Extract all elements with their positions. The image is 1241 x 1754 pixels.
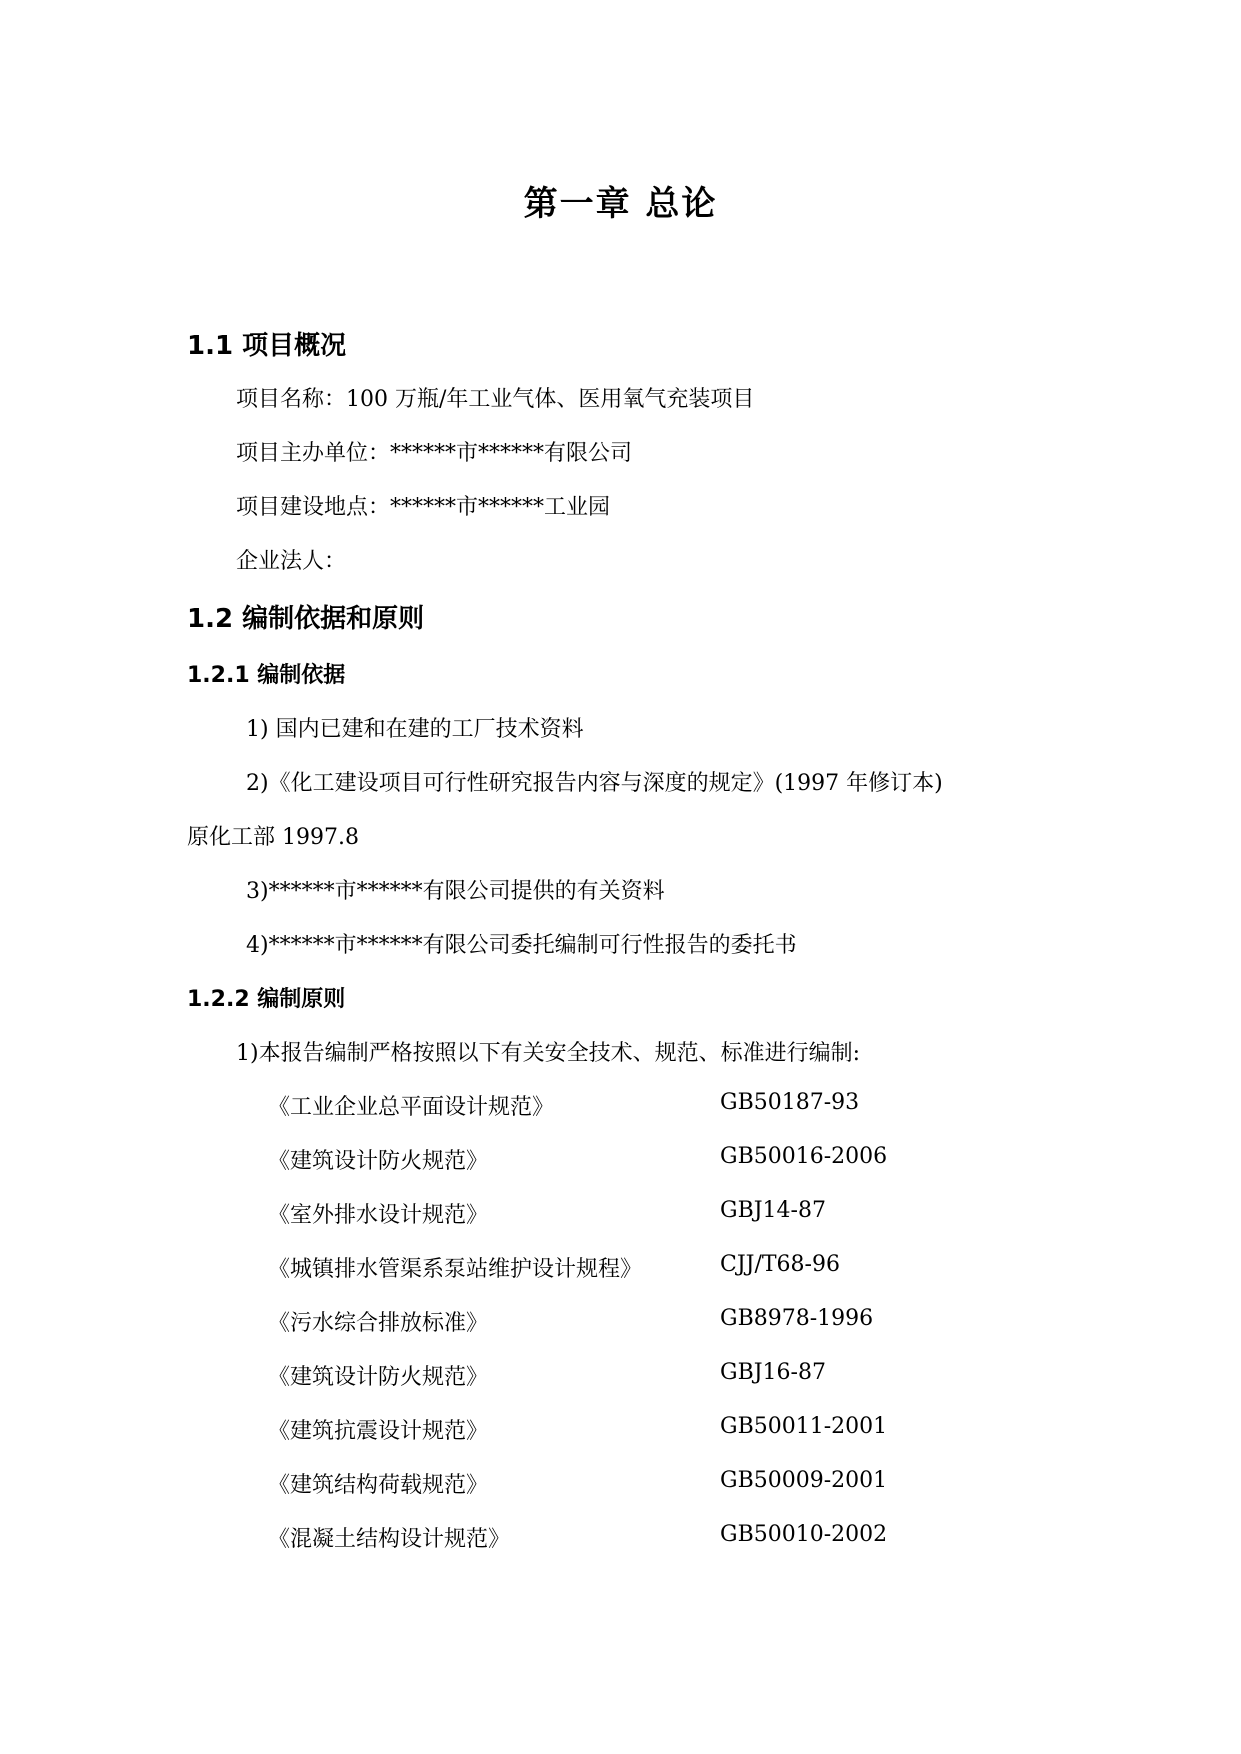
- basis-item: 1) 国内已建和在建的工厂技术资料: [246, 717, 584, 742]
- principle-intro: 1)本报告编制严格按照以下有关安全技术、规范、标准进行编制:: [236, 1041, 860, 1066]
- section-heading-1-2: 1.2 编制依据和原则: [187, 604, 425, 634]
- section-heading-1-2-1: 1.2.1 编制依据: [187, 663, 346, 688]
- standard-name: 《建筑结构荷载规范》: [268, 1473, 489, 1498]
- standard-name: 《建筑抗震设计规范》: [268, 1419, 489, 1444]
- standard-code: GBJ14-87: [720, 1198, 826, 1223]
- basis-item-continuation: 原化工部 1997.8: [187, 825, 359, 850]
- standard-code: GB50009-2001: [720, 1468, 888, 1493]
- basis-item: 4)******市******有限公司委托编制可行性报告的委托书: [246, 933, 797, 958]
- basis-item: 2)《化工建设项目可行性研究报告内容与深度的规定》(1997 年修订本): [246, 771, 943, 796]
- standard-code: CJJ/T68-96: [720, 1252, 840, 1277]
- standard-name: 《城镇排水管渠系泵站维护设计规程》: [268, 1257, 643, 1282]
- project-sponsor: 项目主办单位：******市******有限公司: [236, 441, 633, 466]
- legal-representative: 企业法人：: [236, 549, 347, 574]
- standard-code: GB50010-2002: [720, 1522, 888, 1547]
- standard-name: 《混凝土结构设计规范》: [268, 1527, 511, 1552]
- project-name: 项目名称：100 万瓶/年工业气体、医用氧气充装项目: [236, 387, 755, 412]
- chapter-title: 第一章 总论: [523, 184, 718, 224]
- standard-code: GBJ16-87: [720, 1360, 826, 1385]
- section-heading-1-2-2: 1.2.2 编制原则: [187, 987, 346, 1012]
- standard-name: 《建筑设计防火规范》: [268, 1365, 489, 1390]
- standard-name: 《工业企业总平面设计规范》: [268, 1095, 555, 1120]
- standard-name: 《建筑设计防火规范》: [268, 1149, 489, 1174]
- section-heading-1-1: 1.1 项目概况: [187, 331, 347, 361]
- standard-code: GB50016-2006: [720, 1144, 888, 1169]
- standard-code: GB50187-93: [720, 1090, 860, 1115]
- standard-code: GB50011-2001: [720, 1414, 888, 1439]
- standard-name: 《污水综合排放标准》: [268, 1311, 489, 1336]
- basis-item: 3)******市******有限公司提供的有关资料: [246, 879, 665, 904]
- project-location: 项目建设地点：******市******工业园: [236, 495, 611, 520]
- standard-code: GB8978-1996: [720, 1306, 874, 1331]
- standard-name: 《室外排水设计规范》: [268, 1203, 489, 1228]
